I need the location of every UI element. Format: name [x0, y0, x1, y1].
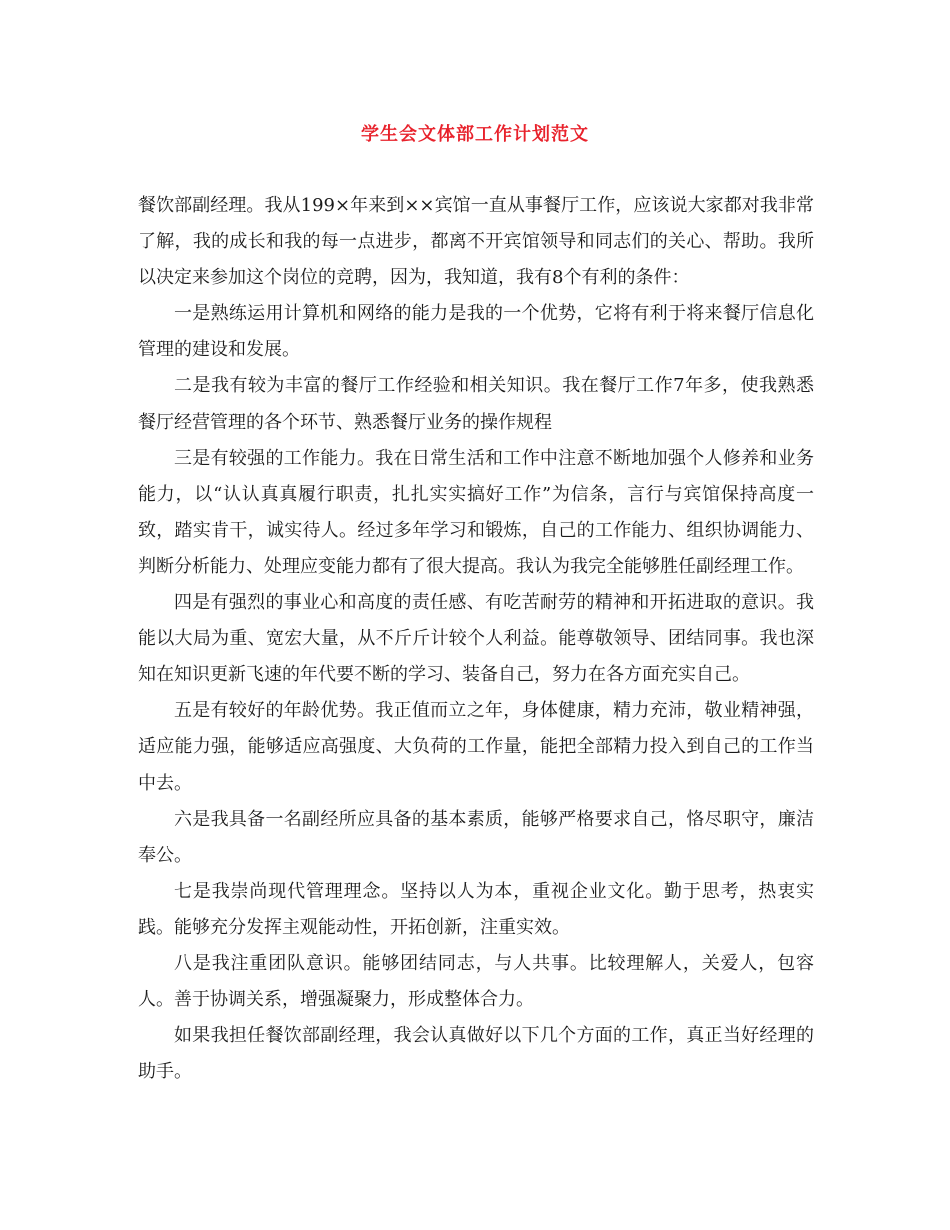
document-body — [138, 188, 814, 1090]
paragraph: 六是我具备一名副经所应具备的基本素质，能够严格要求自己，恪尽职守，廉洁奉公。 — [138, 808, 814, 866]
paragraph: 三是有较强的工作能力。我在日常生活和工作中注意不断地加强个人修养和业务能力，以“认认真真履行职责，扎扎实实搞好工作”为信条，言行与宾馆保持高度一致，踏实肯干，诚实待人。经过多年学习和锻炼，自己的工作能力、组织协调能力、判断分析能力、处理应变能力都有了很大提高。我认为我完全能够胜任副经理工作。 — [138, 447, 814, 577]
paragraph: 餐饮部副经理。我从199×年来到××宾馆一直从事餐厅工作，应该说大家都对我非常了解，我的成长和我的每一点进步，都离不开宾馆领导和同志们的关心、帮助。我所以决定来参加这个岗位的竞聘，因为，我知道，我有8个有利的条件： — [138, 195, 814, 289]
paragraph: 八是我注重团队意识。能够团结同志，与人共事。比较理解人，关爱人，包容人。善于协调关系，增强凝聚力，形成整体合力。 — [138, 952, 814, 1011]
paragraph: 四是有强烈的事业心和高度的责任感、有吃苦耐劳的精神和开拓进取的意识。我能以大局为重、宽宏大量，从不斤斤计较个人利益。能尊敬领导、团结同事。我也深知在知识更新飞速的年代要不断的学习、装备自己，努力在各方面充实自己。 — [138, 592, 814, 686]
paragraph: 五是有较好的年龄优势。我正值而立之年，身体健康，精力充沛，敬业精神强，适应能力强，能够适应高强度、大负荷的工作量，能把全部精力投入到自己的工作当中去。 — [138, 700, 814, 794]
paragraph: 如果我担任餐饮部副经理，我会认真做好以下几个方面的工作，真正当好经理的助手。 — [138, 1025, 814, 1083]
paragraph: 七是我崇尚现代管理理念。坚持以人为本，重视企业文化。勤于思考，热衷实践。能够充分发挥主观能动性，开拓创新，注重实效。 — [138, 880, 814, 938]
paragraph: 二是我有较为丰富的餐厅工作经验和相关知识。我在餐厅工作7年多，使我熟悉餐厅经营管理的各个环节、熟悉餐厅业务的操作规程 — [138, 375, 814, 433]
document-title: 学生会文体部工作计划范文 — [361, 124, 589, 145]
paragraph: 一是熟练运用计算机和网络的能力是我的一个优势，它将有利于将来餐厅信息化管理的建设和发展。 — [138, 303, 814, 361]
